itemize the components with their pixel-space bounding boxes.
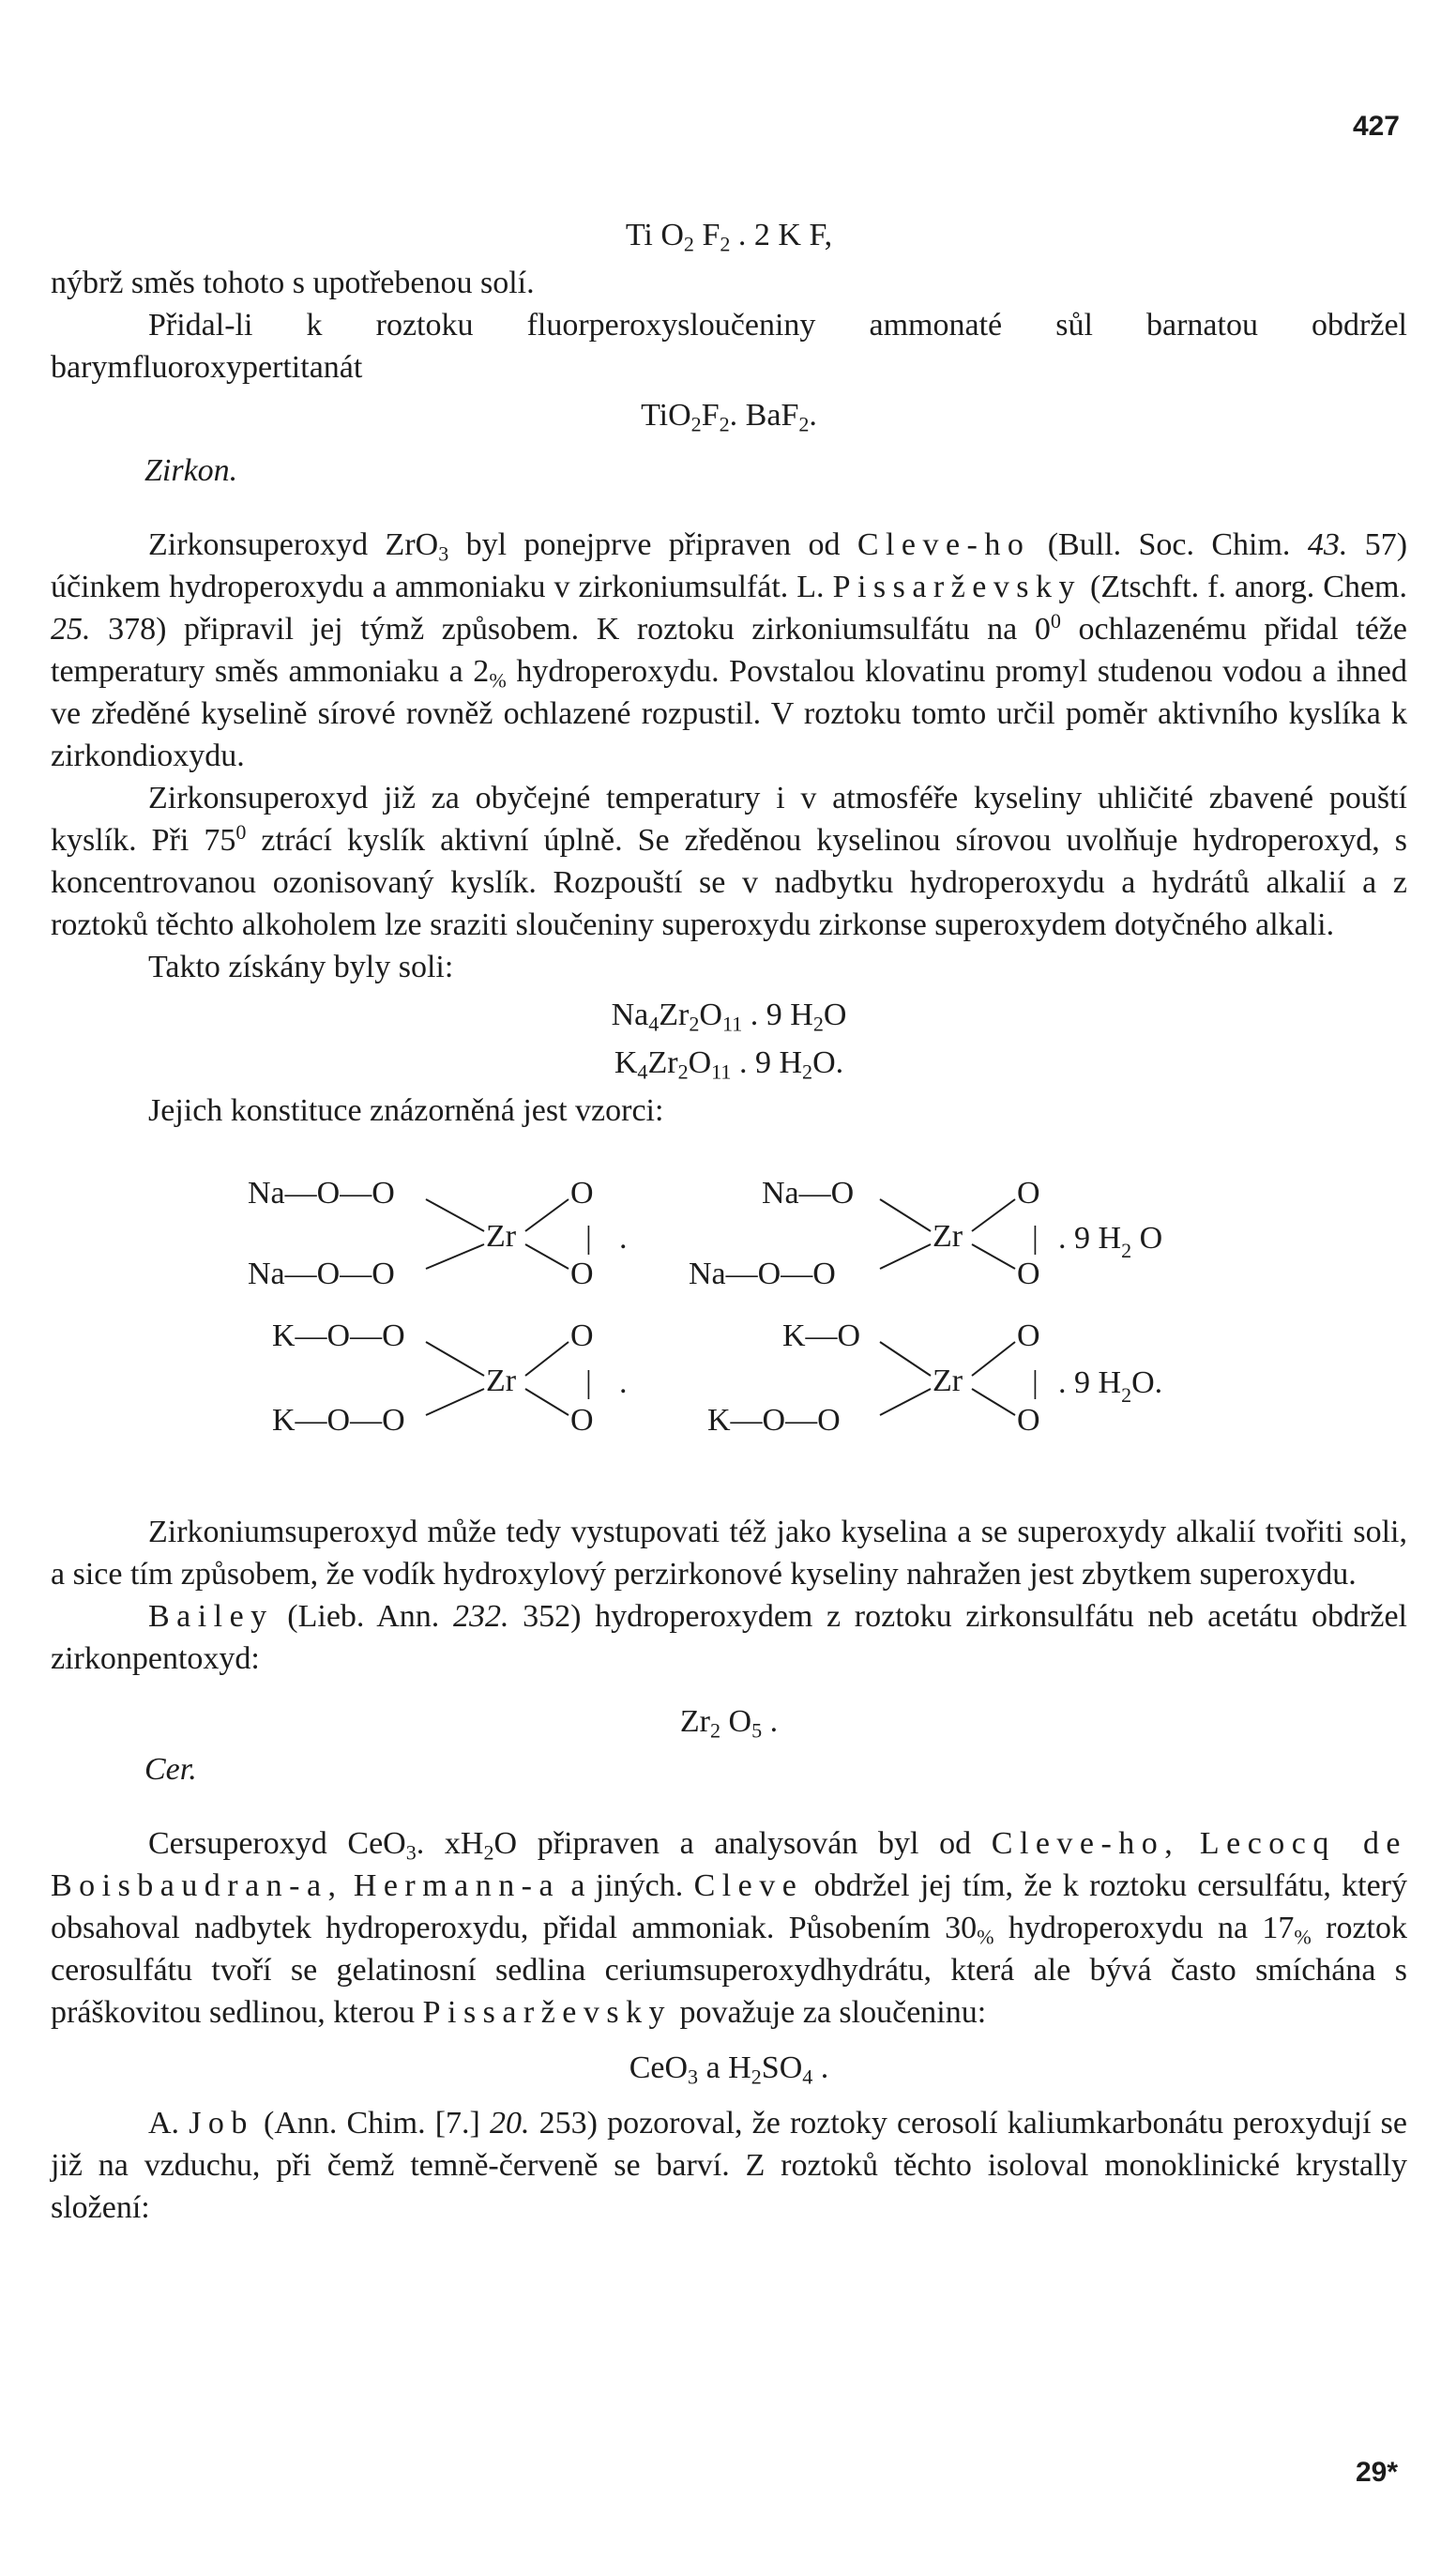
svg-text:O: O bbox=[1017, 1257, 1040, 1291]
author-cleve-2: Cleve-ho, bbox=[991, 1826, 1180, 1861]
svg-text:Na—O—O: Na—O—O bbox=[248, 1176, 395, 1211]
author-cleve: Cleve-ho bbox=[857, 527, 1031, 562]
paragraph-constitution: Jejich konstituce znázorněná jest vzorci: bbox=[148, 1093, 664, 1128]
paragraph-job: A. Job (Ann. Chim. [7.] 20. 253) pozoroval, že roztoky cerosolí kaliumkarbonátu peroxydují se již na vzduchu, při čemž temně-červeně se barví. Z roztoků těchto isoloval monoklinické krystally složení: bbox=[51, 2106, 1407, 2225]
svg-text:|: | bbox=[585, 1365, 592, 1400]
paragraph-mixture: nýbrž směs tohoto s upotřebenou solí. bbox=[51, 266, 535, 300]
svg-text:.: . bbox=[619, 1365, 628, 1400]
struct-k-left bbox=[272, 1318, 628, 1438]
svg-text:|: | bbox=[1032, 1365, 1039, 1400]
formula-cerium-sulfate: CeO$_3$ a $H_2SO_4$ . bbox=[629, 2050, 829, 2089]
svg-text:. 9 H2O.: . 9 $H_2O$. bbox=[1058, 1365, 1163, 1407]
svg-text:K—O—O: K—O—O bbox=[272, 1403, 405, 1438]
svg-text:|: | bbox=[1032, 1221, 1039, 1256]
svg-text:O: O bbox=[570, 1403, 594, 1438]
paragraph-salts-intro: Takto získány byly soli: bbox=[148, 950, 454, 984]
struct-na-left bbox=[248, 1176, 628, 1291]
page-body bbox=[51, 208, 1407, 2229]
svg-text:Zr: Zr bbox=[486, 1219, 517, 1254]
svg-text:O: O bbox=[1017, 1403, 1040, 1438]
formula-titanium-fluoride: Ti $O_2$ $F_2$ . 2 K F, bbox=[625, 218, 833, 256]
svg-text:|: | bbox=[585, 1221, 592, 1256]
struct-na-right bbox=[689, 1176, 1162, 1291]
svg-text:K—O—O: K—O—O bbox=[272, 1318, 405, 1353]
svg-text:O: O bbox=[570, 1176, 594, 1211]
paragraph-zirconium-superoxide: Zirkonsuperoxyd ZrO$_3$ byl ponejprve připraven od Cleve-ho (Bull. Soc. Chim. 43. 57) účinkem hydroperoxydu a ammoniaku v zirkoniumsulfát. L. Pissarževsky (Ztschft. f. anorg. Chem. 25. 378) připravil jej týmž způsobem. K roztoku zirkoniumsulfátu na $0^0$ ochlazenému přidal téže temperatury směs ammoniaku a $2_{\%}$ hydroperoxydu. Povstalou klovatinu promyl studenou vodou a ihned ve zředěné kyselině sírové rovněž ochlazené rozpustil. V roztoku tomto určil poměr aktivního kyslíka k zirkondioxydu. bbox=[51, 527, 1408, 773]
svg-text:Zr: Zr bbox=[933, 1364, 963, 1398]
signature-mark: 29* bbox=[1355, 2457, 1398, 2488]
author-hermann: Hermann-a bbox=[353, 1868, 561, 1903]
svg-text:K—O—O: K—O—O bbox=[707, 1403, 841, 1438]
author-cleve-3: Cleve bbox=[693, 1868, 804, 1903]
section-heading-zirkon: Zirkon. bbox=[144, 453, 238, 488]
paragraph-barium-salt: Přidal-li k roztoku fluorperoxysloučeniny ammonaté sůl barnatou obdržel barymfluoroxypertitanát bbox=[51, 308, 1407, 385]
page-number: 427 bbox=[1352, 111, 1400, 142]
svg-text:. 9 H2 O: . 9 $H_2$ O bbox=[1058, 1221, 1163, 1262]
formula-zirconium-pentoxide: $Zr_2$ $O_5$ . bbox=[679, 1704, 779, 1743]
structural-formulas bbox=[51, 1164, 1407, 1473]
author-pissarzevsky-2: Pissarževsky bbox=[422, 1995, 673, 2030]
formula-barium-fluoroxy: $TiO_2F_2$. BaF$_2$. bbox=[641, 398, 817, 436]
svg-text:O: O bbox=[570, 1257, 594, 1291]
formula-sodium-salt: $Na_4Zr_2O_{11}$ . 9 $H_2O$ bbox=[611, 998, 847, 1036]
svg-text:.: . bbox=[619, 1221, 628, 1256]
paragraph-acid-behaviour: Zirkoniumsuperoxyd může tedy vystupovati též jako kyselina a se superoxydy alkalií tvořiti soli, a sice tím způsobem, že vodík hydroxylový perzirkonové kyseliny nahražen jest zbytkem superoxydu. bbox=[51, 1515, 1407, 1592]
paragraph-cerium-superoxide: Cersuperoxyd CeO$_3$. $xH_2O$ připraven a analysován byl od Cleve-ho, Lecocq de Boisbaudran-a, Hermann-a a jiných. Cleve obdržel jej tím, že k roztoku cersulfátu, který obsahoval nadbytek hydroperoxydu, přidal ammoniak. Působením $30_{\%}$ hydroperoxydu na $17_{\%}$ roztok cerosulfátu tvoří se gelatinosní sedlina ceriumsuperoxydhydrátu, která ale bývá často smíchána s práškovitou sedlinou, kterou Pissarževsky považuje za sloučeninu: bbox=[51, 1826, 1408, 2030]
svg-text:Na—O: Na—O bbox=[762, 1176, 855, 1211]
svg-text:Zr: Zr bbox=[933, 1219, 963, 1254]
svg-text:Zr: Zr bbox=[486, 1364, 517, 1398]
svg-text:Na—O—O: Na—O—O bbox=[248, 1257, 395, 1291]
svg-text:K—O: K—O bbox=[782, 1318, 861, 1353]
paragraph-bailey: Bailey (Lieb. Ann. 232. 352) hydroperoxydem z roztoku zirkonsulfátu neb acetátu obdržel zirkonpentoxyd: bbox=[51, 1599, 1407, 1676]
svg-text:O: O bbox=[1017, 1318, 1040, 1353]
author-job: Job bbox=[189, 2106, 254, 2141]
svg-text:Na—O—O: Na—O—O bbox=[689, 1257, 836, 1291]
author-bailey: Bailey bbox=[148, 1599, 274, 1634]
section-heading-cer: Cer. bbox=[144, 1752, 197, 1787]
struct-k-right bbox=[707, 1318, 1162, 1438]
svg-text:O: O bbox=[570, 1318, 594, 1353]
author-pissarzevsky: Pissarževsky bbox=[832, 570, 1082, 604]
svg-text:O: O bbox=[1017, 1176, 1040, 1211]
paragraph-zirconium-properties: Zirkonsuperoxyd již za obyčejné temperatury i v atmosféře kyseliny uhličité zbavené pouští kyslík. Při $75^0$ ztrácí kyslík aktivní úplně. Se zředěnou kyselinou sírovou uvolňuje hydroperoxyd, s koncentrovanou ozonisovaný kyslík. Rozpouští se v nadbytku hydroperoxydu a hydrátů alkalií a z roztoků těchto alkoholem lze sraziti sloučeniny superoxydu zirkonse superoxydem dotyčného alkali. bbox=[51, 781, 1407, 942]
structural-formulas-drawing bbox=[51, 1164, 1407, 1473]
author-lecocq: Lecocq de Boisbaudran-a, bbox=[51, 1826, 1407, 1903]
formula-potassium-salt: $K_4Zr_2O_{11}$ . 9 $H_2O$. bbox=[614, 1045, 844, 1084]
